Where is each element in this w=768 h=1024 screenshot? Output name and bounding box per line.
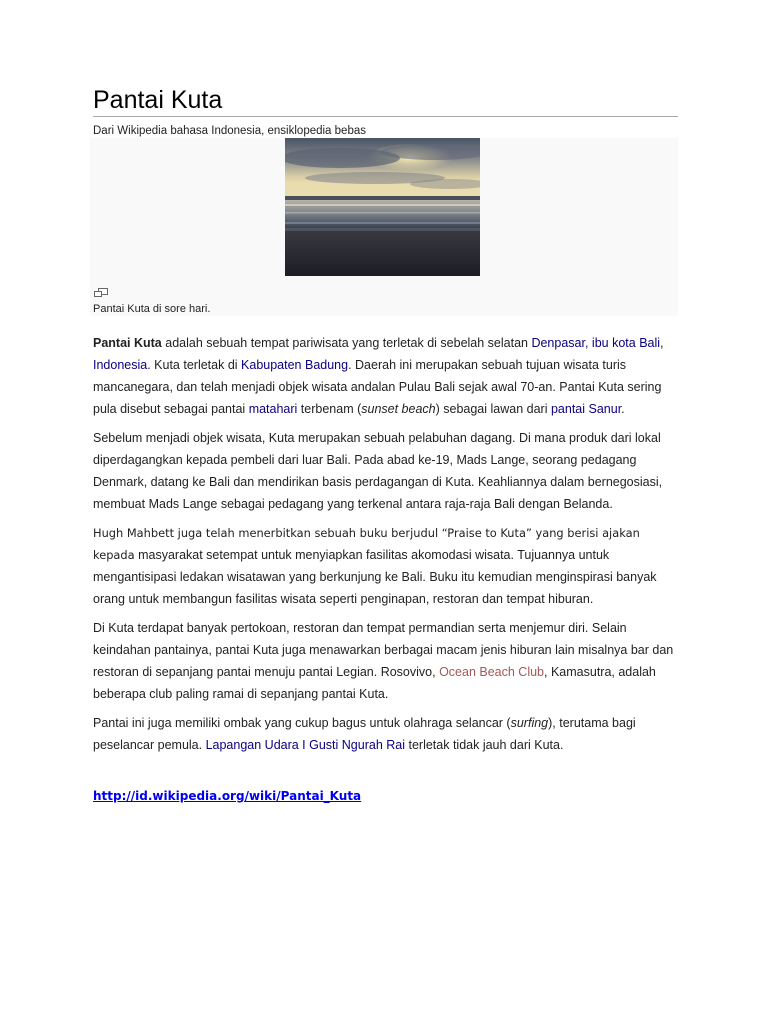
site-tagline: Dari Wikipedia bahasa Indonesia, ensiklopedia bebas [93, 125, 366, 137]
link-denpasar[interactable]: Denpasar [531, 336, 585, 350]
link-matahari[interactable]: matahari [248, 402, 298, 416]
link-bali[interactable]: Bali [639, 336, 661, 350]
link-indonesia[interactable]: Indonesia [93, 358, 148, 372]
paragraph-entertainment: Di Kuta terdapat banyak pertokoan, restoran dan tempat permandian serta menjemur diri. Selain keindahan pantainya, pantai Kuta juga menawarkan berbagai macam jenis hiburan lain misalnya bar dan restoran di sepanjang pantai menuju pantai Legian. Rosovivo, Ocean Beach Club, Kamasutra, adalah beberapa club paling ramai di sepanjang pantai Kuta. [93, 621, 674, 701]
paragraph-intro: Pantai Kuta adalah sebuah tempat pariwisata yang terletak di sebelah selatan Denpasar, ibu kota Bali, Indonesia. Kuta terletak di Kabupaten Badung. Daerah ini merupakan sebuah tujuan wisata turis mancanegara, dan telah menjadi objek wisata andalan Pulau Bali sejak awal 70-an. Pantai Kuta sering pula disebut sebagai pantai matahari terbenam (sunset beach) sebagai lawan dari pantai Sanur. [93, 336, 664, 416]
beach-sunset-photo[interactable] [285, 138, 480, 276]
image-thumbnail [90, 138, 678, 316]
article-body [93, 332, 678, 763]
paragraph-surfing: Pantai ini juga memiliki ombak yang cukup bagus untuk olahraga selancar (surfing), terutama bagi peselancar pemula. Lapangan Udara I Gusti Ngurah Rai terletak tidak jauh dari Kuta. [93, 716, 636, 752]
paragraph-history: Sebelum menjadi objek wisata, Kuta merupakan sebuah pelabuhan dagang. Di mana produk dari lokal diperdagangkan kepada pembeli dari luar Bali. Pada abad ke-19, Mads Lange, seorang pedagang Denmark, datang ke Bali dan mendirikan basis perdagangan di Kuta. Keahliannya dalam bernegosiasi, membuat Mads Lange sebagai pedagang yang terkenal antara raja-raja Bali dengan Belanda. [93, 431, 663, 511]
source-url-link[interactable]: http://id.wikipedia.org/wiki/Pantai_Kuta [93, 789, 362, 803]
image-caption: Pantai Kuta di sore hari. [93, 303, 211, 315]
link-ibu-kota[interactable]: ibu kota [591, 336, 636, 350]
bold-term: Pantai Kuta [93, 336, 162, 350]
paragraph-book: Hugh Mahbett juga telah menerbitkan sebuah buku berjudul “Praise to Kuta” yang berisi ajakan kepada masyarakat setempat untuk menyiapkan fasilitas akomodasi wisata. Tujuannya untuk mengantisipasi ledakan wisatawan yang berkunjung ke Bali. Buku itu kemudian menginspirasi banyak orang untuk membangun fasilitas wisata seperti penginapan, restoran dan tempat hiburan. [93, 526, 657, 606]
link-kabupaten-badung[interactable]: Kabupaten Badung [241, 358, 349, 372]
magnify-icon[interactable] [94, 285, 108, 295]
page-title: Pantai Kuta [93, 86, 678, 117]
link-airport[interactable]: Lapangan Udara I Gusti Ngurah Rai [205, 738, 406, 752]
link-ocean-beach-club[interactable]: Ocean Beach Club [439, 665, 545, 679]
link-pantai-sanur[interactable]: pantai Sanur [550, 402, 622, 416]
